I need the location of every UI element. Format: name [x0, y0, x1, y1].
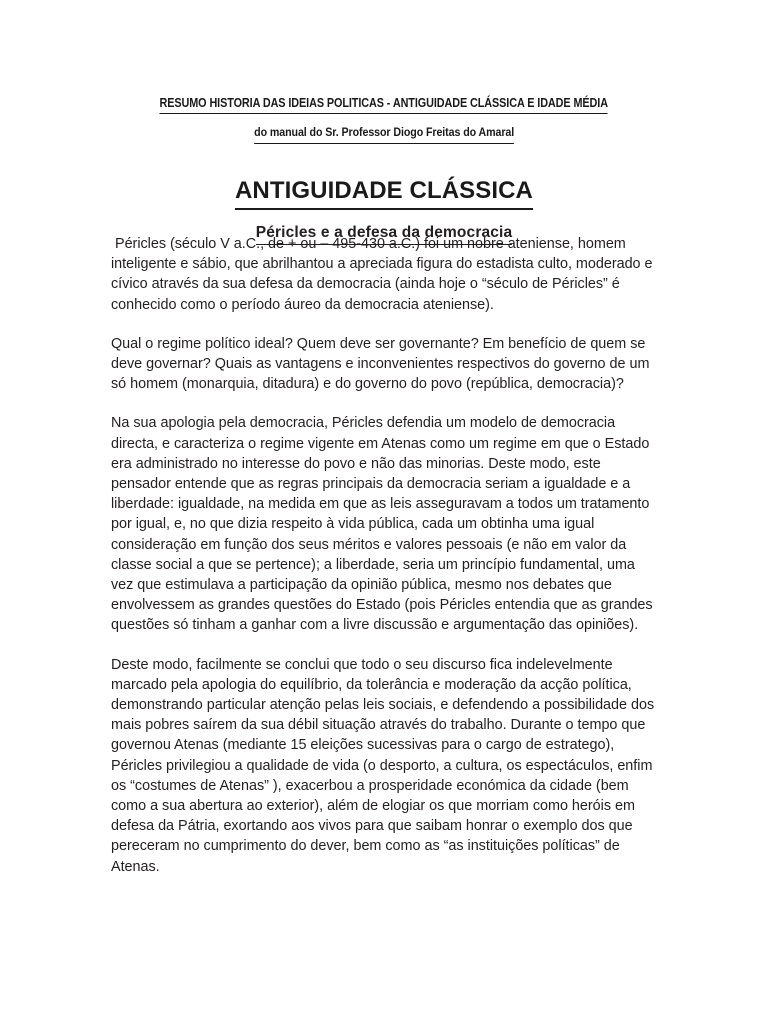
document-body	[111, 234, 660, 877]
document-running-header	[0, 91, 768, 144]
body-paragraph: Péricles (século V a.C., de + ou – 495-430 a.C.) foi um nobre ateniense, homem inteligente e sábio, que abrilhantou a apreciada figura do estadista culto, moderado e cívico através da sua defesa da democracia (ainda hoje o “século de Péricles” é conhecido como o período áureo da democracia ateniense).	[111, 236, 657, 313]
page-title	[0, 169, 768, 209]
header-title-line	[0, 91, 768, 114]
header-title-text: RESUMO HISTORIA DAS IDEIAS POLITICAS - ANTIGUIDADE CLÁSSICA E IDADE MÉDIA	[160, 94, 608, 114]
body-paragraph: Deste modo, facilmente se conclui que todo o seu discurso fica indelevelmente marcado pela apologia do equilíbrio, da tolerância e moderação da acção política, demonstrando particular atenção pelas leis sociais, e defendendo a possibilidade dos mais pobres saírem da sua débil situação através do trabalho. Durante o tempo que governou Atenas (mediante 15 eleições sucessivas para o cargo de estratego), Péricles privilegiou a qualidade de vida (o desporto, a cultura, os espectáculos, enfim os “costumes de Atenas” ), exacerbou a prosperidade económica da cidade (bem como a sua abertura ao exterior), além de elogiar os que morriam como heróis em defesa da Pátria, exortando aos vivos para que saibam honrar o exemplo dos que pereceram no cumprimento do dever, bem como as “as instituições políticas” de Atenas.	[111, 656, 659, 875]
header-source-text: do manual do Sr. Professor Diogo Freitas do Amaral	[254, 124, 514, 144]
header-source-line	[0, 120, 768, 144]
page-title-text: ANTIGUIDADE CLÁSSICA	[235, 177, 533, 209]
body-paragraph: Na sua apologia pela democracia, Péricles defendia um modelo de democracia directa, e caracteriza o regime vigente em Atenas como um regime em que o Estado era administrado no interesse do povo e não das minorias. Deste modo, este pensador entende que as regras principais da democracia seriam a igualdade e a liberdade: igualdade, na medida em que as leis asseguravam a todos um tratamento por igual, e, no que dizia respeito à vida pública, cada um obtinha uma igual consideração em função dos seus méritos e valores pessoais (e não em valor da classe social a que se pertence); a liberdade, seria um princípio fundamental, uma vez que estimulava a participação da opinião pública, mesmo nos debates que envolvessem as grandes questões do Estado (pois Péricles entendia que as grandes questões só tinham a ganhar com a livre discussão e argumentação das opiniões).	[111, 415, 657, 634]
body-paragraph: Qual o regime político ideal? Quem deve ser governante? Em benefício de quem se deve governar? Quais as vantagens e inconvenientes respectivos do governo de um só homem (monarquia, ditadura) e do governo do povo (república, democracia)?	[111, 335, 654, 393]
section-subtitle-text: Péricles e a defesa da democracia	[256, 224, 513, 245]
